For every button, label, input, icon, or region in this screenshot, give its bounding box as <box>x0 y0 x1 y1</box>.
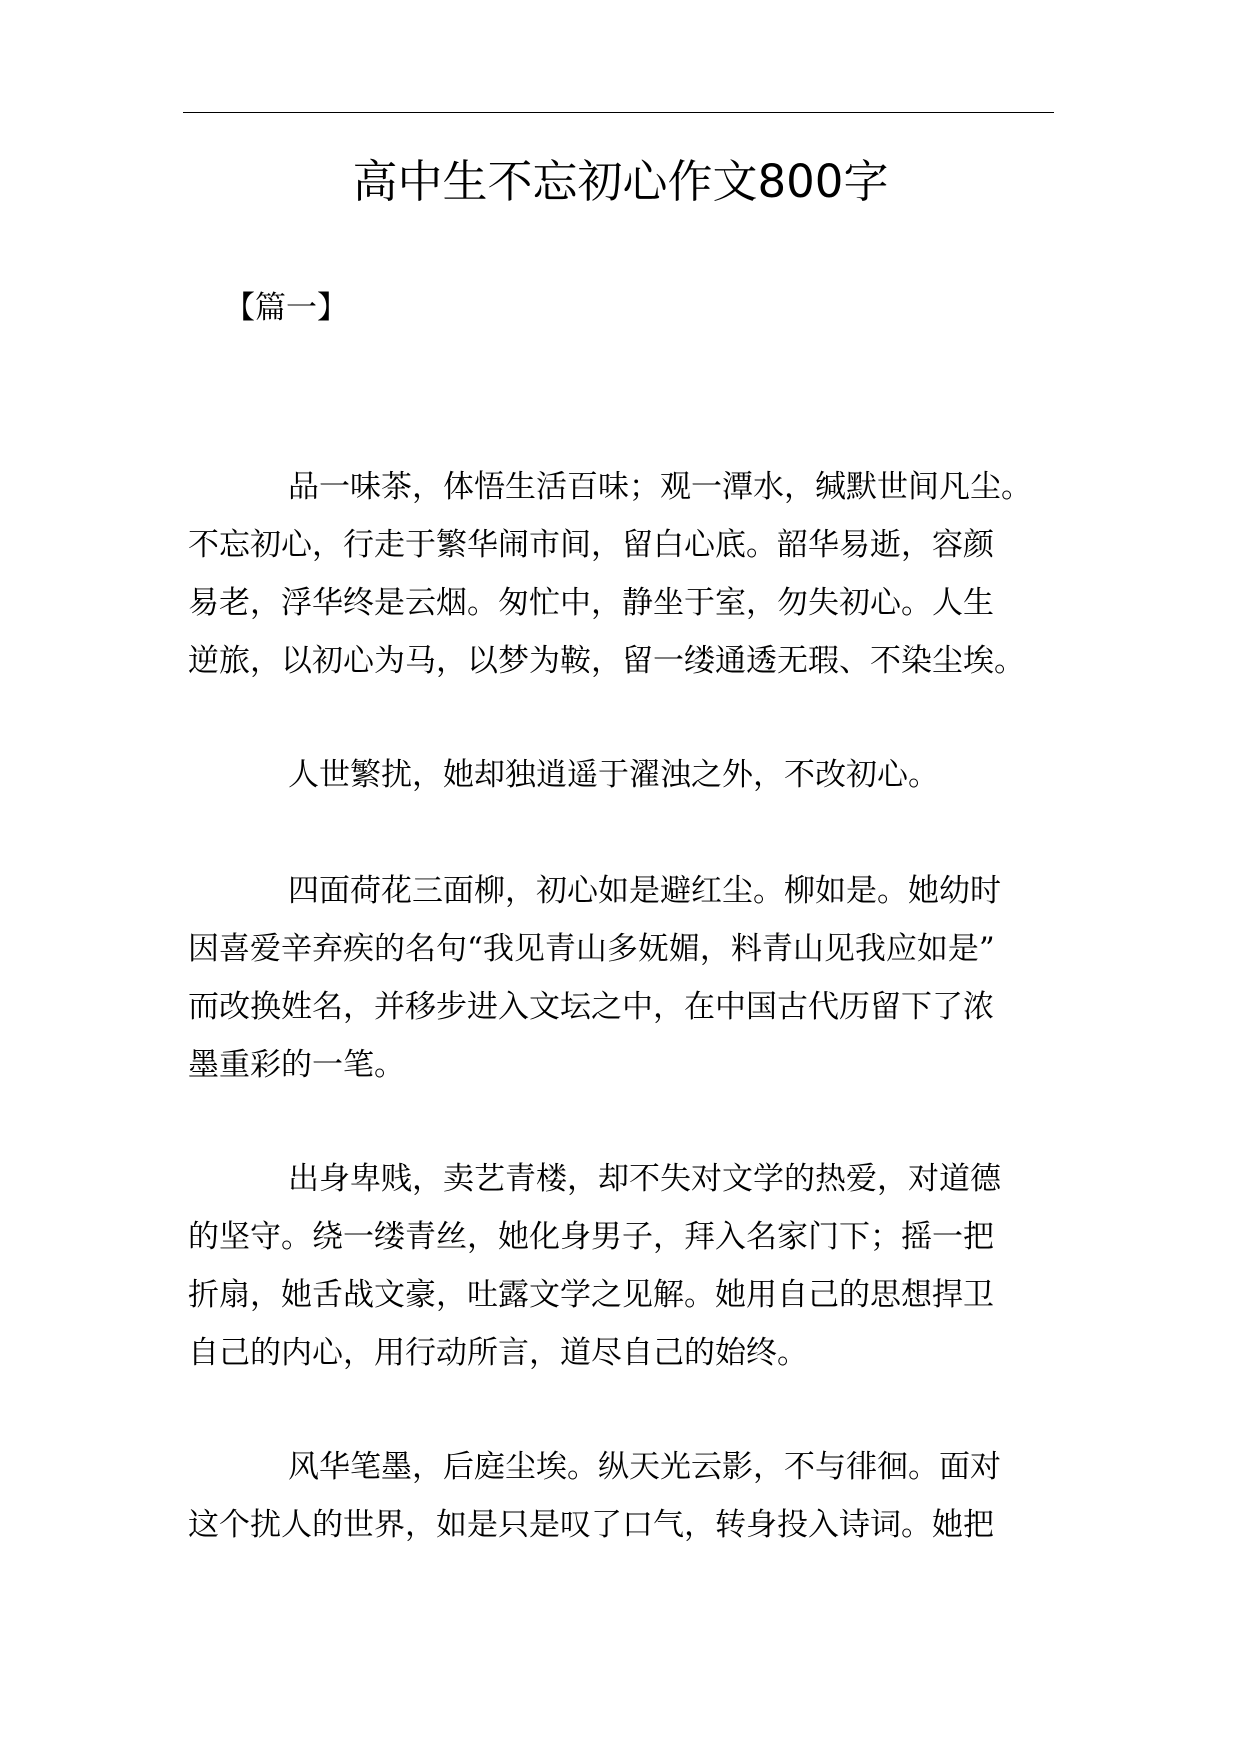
paragraph-line: 这个扰人的世界，如是只是叹了口气，转身投入诗词。她把 <box>188 1507 994 1543</box>
section-label: 【篇一】 <box>224 290 348 326</box>
paragraph-line: 品一味茶，体悟生活百味；观一潭水，缄默世间凡尘。 <box>288 469 1032 505</box>
paragraph-3 <box>188 862 1068 1094</box>
paragraph-line: 因喜爱辛弃疾的名句“我见青山多妩媚，料青山见我应如是” <box>188 931 995 967</box>
paragraph-line: 的坚守。绕一缕青丝，她化身男子，拜入名家门下；摇一把 <box>188 1219 994 1255</box>
paragraph-5 <box>188 1438 1068 1554</box>
paragraph-line: 墨重彩的一笔。 <box>188 1047 405 1083</box>
paragraph-line: 折扇，她舌战文豪，吐露文学之见解。她用自己的思想捍卫 <box>188 1277 994 1313</box>
paragraph-line: 风华笔墨，后庭尘埃。纵天光云影，不与徘徊。面对 <box>288 1449 1001 1485</box>
paragraph-line: 逆旅，以初心为马，以梦为鞍，留一缕通透无瑕、不染尘埃。 <box>188 643 1025 679</box>
paragraph-2 <box>188 746 1068 804</box>
paragraph-line: 而改换姓名，并移步进入文坛之中，在中国古代历留下了浓 <box>188 989 994 1025</box>
paragraph-line: 四面荷花三面柳，初心如是避红尘。柳如是。她幼时 <box>288 873 1001 909</box>
paragraph-line: 易老，浮华终是云烟。匆忙中，静坐于室，勿失初心。人生 <box>188 585 994 621</box>
header-rule <box>183 112 1054 113</box>
document-title: 高中生不忘初心作文800字 <box>352 155 889 208</box>
paragraph-line: 人世繁扰，她却独逍遥于濯浊之外，不改初心。 <box>288 757 939 793</box>
paragraph-4 <box>188 1150 1068 1382</box>
paragraph-1 <box>188 458 1068 690</box>
paragraph-line: 自己的内心，用行动所言，道尽自己的始终。 <box>188 1335 808 1371</box>
paragraph-line: 不忘初心，行走于繁华闹市间，留白心底。韶华易逝，容颜 <box>188 527 994 563</box>
paragraph-line: 出身卑贱，卖艺青楼，却不失对文学的热爱，对道德 <box>288 1161 1001 1197</box>
